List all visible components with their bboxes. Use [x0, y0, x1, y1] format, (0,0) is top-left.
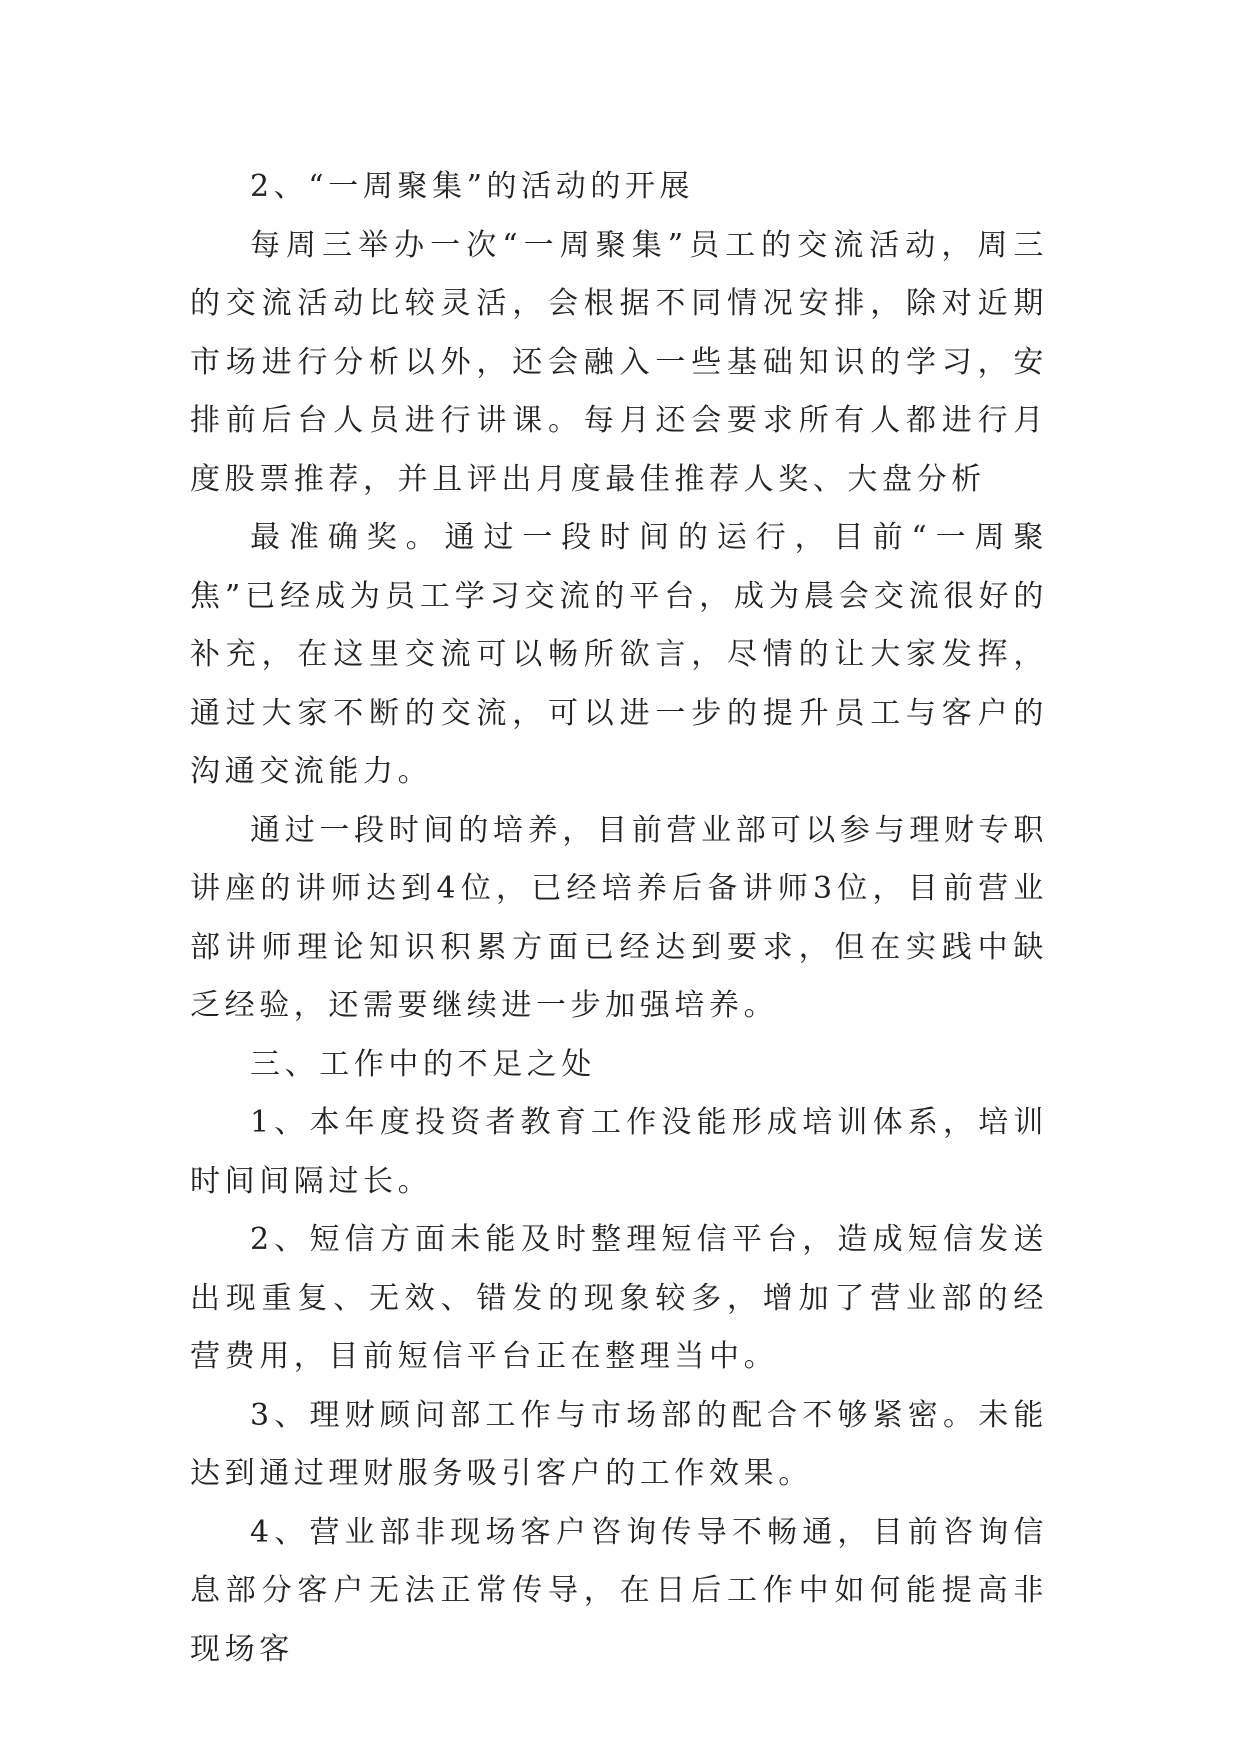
paragraph-weekly-activity: 每周三举办一次“一周聚集”员工的交流活动，周三的交流活动比较灵活，会根据不同情况安排，除对近期市场进行分析以外，还会融入一些基础知识的学习，安排前后台人员进行讲课。每月还会要求所有人都进行月度股票推荐，并且评出月度最佳推荐人奖、大盘分析	[190, 227, 1048, 497]
list-item-shortcoming-2: 2、短信方面未能及时整理短信平台，造成短信发送出现重复、无效、错发的现象较多，增加了营业部的经营费用，目前短信平台正在整理当中。	[190, 1222, 1048, 1374]
list-item-shortcoming-1: 1、本年度投资者教育工作没能形成培训体系，培训时间间隔过长。	[190, 1105, 1048, 1199]
document-body	[190, 158, 1048, 1679]
section-heading-shortcomings: 三、工作中的不足之处	[250, 1046, 596, 1082]
list-item-shortcoming-3: 3、理财顾问部工作与市场部的配合不够紧密。未能达到通过理财服务吸引客户的工作效果。	[190, 1397, 1048, 1491]
list-item-shortcoming-4: 4、营业部非现场客户咨询传导不畅通，目前咨询信息部分客户无法正常传导，在日后工作中如何能提高非现场客	[190, 1514, 1048, 1667]
paragraph-best-prediction-award: 最准确奖。通过一段时间的运行，目前“一周聚焦”已经成为员工学习交流的平台，成为晨会交流很好的补充，在这里交流可以畅所欲言，尽情的让大家发挥，通过大家不断的交流，可以进一步的提升员工与客户的沟通交流能力。	[190, 520, 1048, 789]
paragraph-lecturer-training: 通过一段时间的培养，目前营业部可以参与理财专职讲座的讲师达到4位，已经培养后备讲师3位，目前营业部讲师理论知识积累方面已经达到要求，但在实践中缺乏经验，还需要继续进一步加强培养。	[190, 812, 1048, 1023]
section-heading-weekly-gathering: 2、“一周聚集”的活动的开展	[250, 169, 695, 204]
